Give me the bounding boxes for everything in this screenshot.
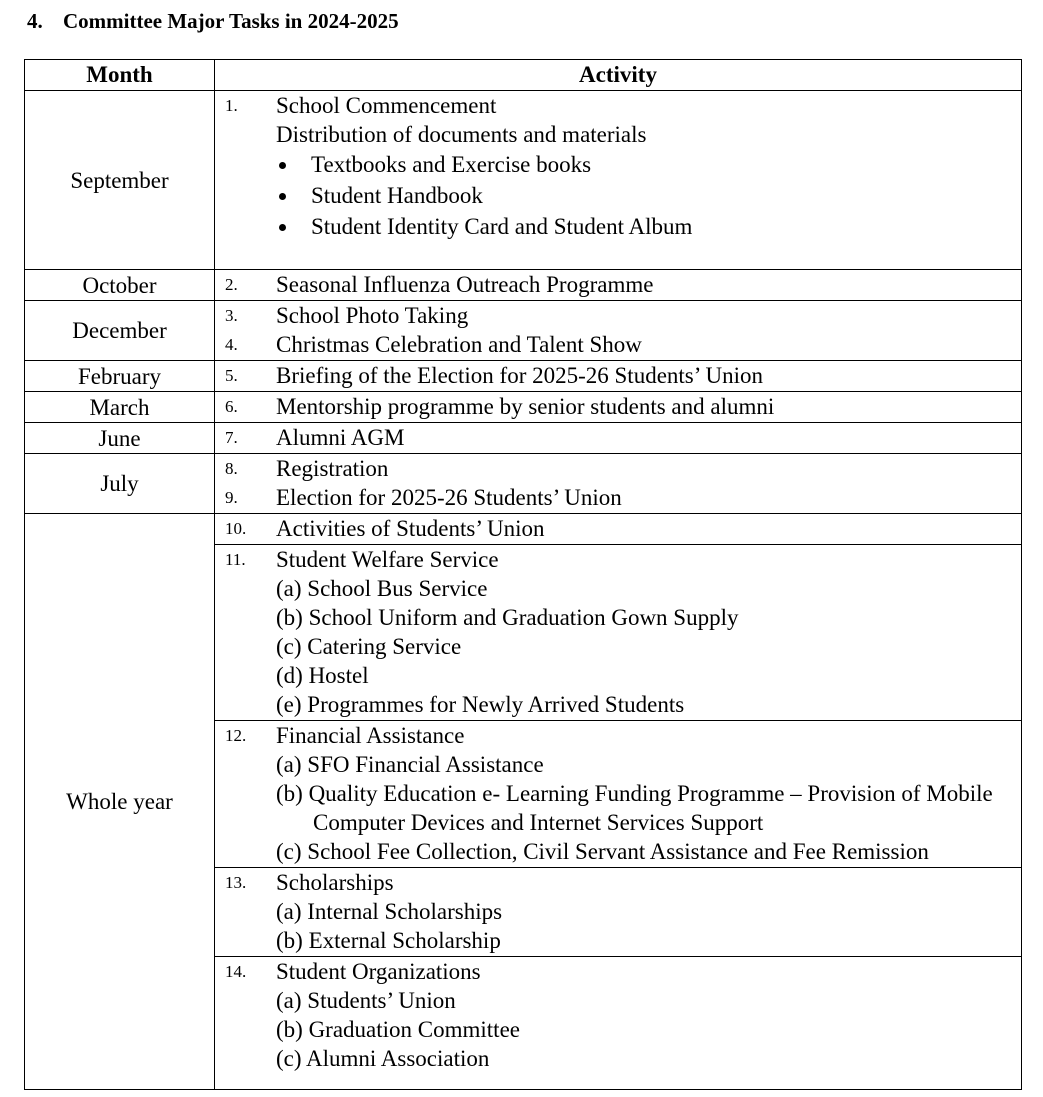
sub-item: (c) Catering Service — [276, 634, 462, 659]
activity-cell — [215, 361, 1022, 392]
sub-item: (a) SFO Financial Assistance — [276, 752, 544, 777]
item-title: Financial Assistance — [276, 723, 465, 748]
sub-item: (d) Hostel — [276, 663, 369, 688]
activity-column-header: Activity — [215, 60, 1022, 91]
activity-item — [215, 301, 1021, 330]
sub-item: (e) Programmes for Newly Arrived Students — [276, 692, 685, 717]
activity-item — [215, 423, 1021, 453]
table-row — [25, 423, 1022, 454]
item-title: Activities of Students’ Union — [276, 516, 545, 541]
activity-item — [215, 361, 1021, 391]
item-number: 14. — [225, 962, 247, 981]
sub-item: (a) School Bus Service — [276, 576, 488, 601]
item-number: 7. — [225, 428, 238, 447]
item-number: 6. — [225, 397, 238, 416]
table-row — [25, 270, 1022, 301]
activity-item — [215, 392, 1021, 422]
table-row — [25, 91, 1022, 270]
table-row — [25, 392, 1022, 423]
item-number: 4. — [225, 335, 238, 354]
activity-item — [215, 454, 1021, 483]
section-heading — [27, 9, 399, 34]
month-cell: February — [25, 361, 215, 392]
activity-item — [215, 545, 1021, 720]
item-number: 13. — [225, 873, 247, 892]
bullet-item: Textbooks and Exercise books — [276, 149, 1021, 180]
activity-item — [215, 91, 1021, 243]
month-column-header: Month — [25, 60, 215, 91]
activity-item — [215, 868, 1021, 956]
month-cell: December — [25, 301, 215, 361]
item-title: Registration — [276, 456, 389, 481]
item-title: Seasonal Influenza Outreach Programme — [276, 272, 654, 297]
item-title: Student Welfare Service — [276, 547, 499, 572]
section-number: 4. — [27, 9, 43, 33]
month-cell: March — [25, 392, 215, 423]
table-row — [25, 514, 1022, 545]
table-header-row — [25, 60, 1022, 91]
activity-cell — [215, 721, 1022, 868]
item-title: School Commencement — [276, 93, 497, 118]
item-number: 1. — [225, 96, 238, 115]
item-title: School Photo Taking — [276, 303, 469, 328]
sub-item: (c) School Fee Collection, Civil Servant Assistance and Fee Remission — [276, 839, 929, 864]
tasks-table — [24, 59, 1022, 1090]
activity-cell — [215, 423, 1022, 454]
table-row — [25, 301, 1022, 361]
item-number: 11. — [225, 550, 246, 569]
activity-cell — [215, 545, 1022, 721]
sub-item: (b) External Scholarship — [276, 928, 501, 953]
sub-item: (b) Quality Education e- Learning Funding Programme – Provision of Mobile Computer Devices and Internet Services Support — [276, 781, 993, 835]
activity-cell — [215, 868, 1022, 957]
item-title: Mentorship programme by senior students and alumni — [276, 394, 775, 419]
activity-cell — [215, 301, 1022, 361]
item-title: Alumni AGM — [276, 425, 405, 450]
table-row — [25, 361, 1022, 392]
item-number: 10. — [225, 519, 247, 538]
sub-item: (a) Students’ Union — [276, 988, 456, 1013]
sub-item: (a) Internal Scholarships — [276, 899, 503, 924]
item-title: Election for 2025-26 Students’ Union — [276, 485, 622, 510]
sub-item: (b) Graduation Committee — [276, 1017, 520, 1042]
item-number: 3. — [225, 306, 238, 325]
item-title: Student Organizations — [276, 959, 481, 984]
month-cell: Whole year — [25, 514, 215, 1090]
bullet-item: Student Handbook — [276, 180, 1021, 211]
activity-cell — [215, 91, 1022, 270]
item-title: Scholarships — [276, 870, 394, 895]
item-subtitle: Distribution of documents and materials — [276, 122, 647, 147]
sub-item: (c) Alumni Association — [276, 1046, 490, 1071]
item-title: Christmas Celebration and Talent Show — [276, 332, 642, 357]
table-row — [25, 454, 1022, 514]
item-title: Briefing of the Election for 2025-26 Students’ Union — [276, 363, 763, 388]
activity-cell — [215, 270, 1022, 301]
month-cell: July — [25, 454, 215, 514]
section-title: Committee Major Tasks in 2024-2025 — [63, 9, 399, 33]
item-number: 8. — [225, 459, 238, 478]
activity-item — [215, 957, 1021, 1074]
item-number: 9. — [225, 488, 238, 507]
sub-item: (b) School Uniform and Graduation Gown Supply — [276, 605, 739, 630]
activity-item — [215, 270, 1021, 300]
activity-cell — [215, 392, 1022, 423]
month-cell: September — [25, 91, 215, 270]
item-number: 2. — [225, 275, 238, 294]
activity-item — [215, 483, 1021, 513]
item-number: 5. — [225, 366, 238, 385]
activity-cell — [215, 514, 1022, 545]
activity-item — [215, 514, 1021, 544]
bullet-item: Student Identity Card and Student Album — [276, 211, 1021, 242]
activity-item — [215, 330, 1021, 360]
month-cell: June — [25, 423, 215, 454]
month-cell: October — [25, 270, 215, 301]
activity-cell — [215, 957, 1022, 1090]
activity-cell — [215, 454, 1022, 514]
activity-item — [215, 721, 1021, 867]
item-number: 12. — [225, 726, 247, 745]
